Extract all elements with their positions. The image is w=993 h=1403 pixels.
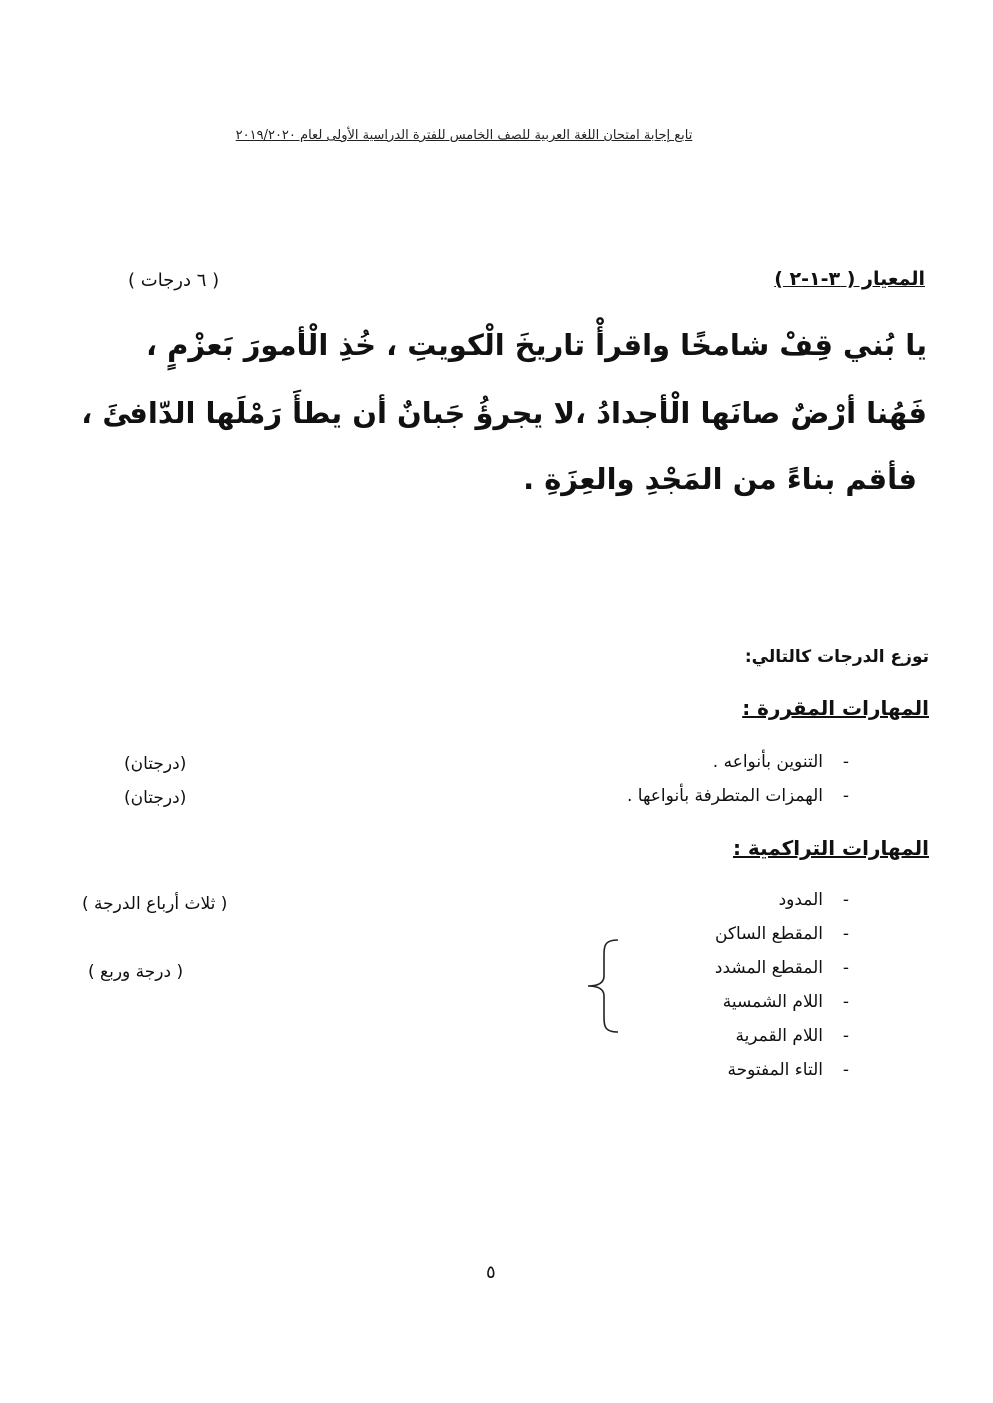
list-item xyxy=(735,1026,849,1046)
list-item xyxy=(714,958,849,978)
page-header: تابع إجابة امتحان اللغة العربية للصف الخامس للفترة الدراسية الأولى لعام ٢٠١٩/٢٠٢٠ xyxy=(235,128,693,143)
grade-distribution-label: توزع الدرجات كالتالي: xyxy=(744,647,929,667)
passage-line-2: فَهُنا أرْضٌ صانَها الْأجدادُ ،لا يجرؤُ جَبانٌ أن يطأَ رَمْلَها الدّافئَ ، xyxy=(81,396,927,430)
list-dash: - xyxy=(842,890,849,910)
prescribed-skill-grade: (درجتان) xyxy=(124,754,187,774)
cumulative-skills-title: المهارات التراكمية : xyxy=(732,836,929,860)
list-dash: - xyxy=(842,1060,849,1080)
list-dash: - xyxy=(842,924,849,944)
standard-points: ( ٦ درجات ) xyxy=(128,270,220,291)
passage-line-3: فأقم بناءً من المَجْدِ والعِزَةِ . xyxy=(523,462,917,496)
cumulative-skill-text: المدود xyxy=(778,890,823,910)
list-dash: - xyxy=(842,786,849,806)
page-number: ٥ xyxy=(486,1262,496,1283)
prescribed-skill-text: الهمزات المتطرفة بأنواعها . xyxy=(626,786,823,806)
passage-line-1: يا بُني قِفْ شامخًا واقرأْ تاريخَ الْكويتِ ، خُذِ الْأمورَ بَعزْمٍ ، xyxy=(145,328,927,362)
list-dash: - xyxy=(842,1026,849,1046)
list-item xyxy=(626,786,849,806)
prescribed-skills-title: المهارات المقررة : xyxy=(742,696,929,720)
list-item xyxy=(714,924,849,944)
cumulative-skill-text: المقطع الساكن xyxy=(714,924,823,944)
list-item xyxy=(712,752,849,772)
list-item xyxy=(722,992,849,1012)
standard-label: المعيار ( ٣-١-٢ ) xyxy=(774,268,925,290)
list-dash: - xyxy=(842,958,849,978)
prescribed-skill-text: التنوين بأنواعه . xyxy=(712,752,823,772)
list-dash: - xyxy=(842,992,849,1012)
curly-brace-icon xyxy=(582,938,622,1034)
cumulative-grade-group: ( درجة وربع ) xyxy=(88,962,184,982)
list-item xyxy=(727,1060,849,1080)
cumulative-skill-text: التاء المفتوحة xyxy=(727,1060,823,1080)
prescribed-skill-grade: (درجتان) xyxy=(124,788,187,808)
cumulative-skill-text: اللام الشمسية xyxy=(722,992,823,1012)
cumulative-skill-text: المقطع المشدد xyxy=(714,958,823,978)
cumulative-grade-first: ( ثلاث أرباع الدرجة ) xyxy=(82,894,228,914)
cumulative-skill-text: اللام القمرية xyxy=(735,1026,823,1046)
list-item xyxy=(778,890,849,910)
list-dash: - xyxy=(842,752,849,772)
